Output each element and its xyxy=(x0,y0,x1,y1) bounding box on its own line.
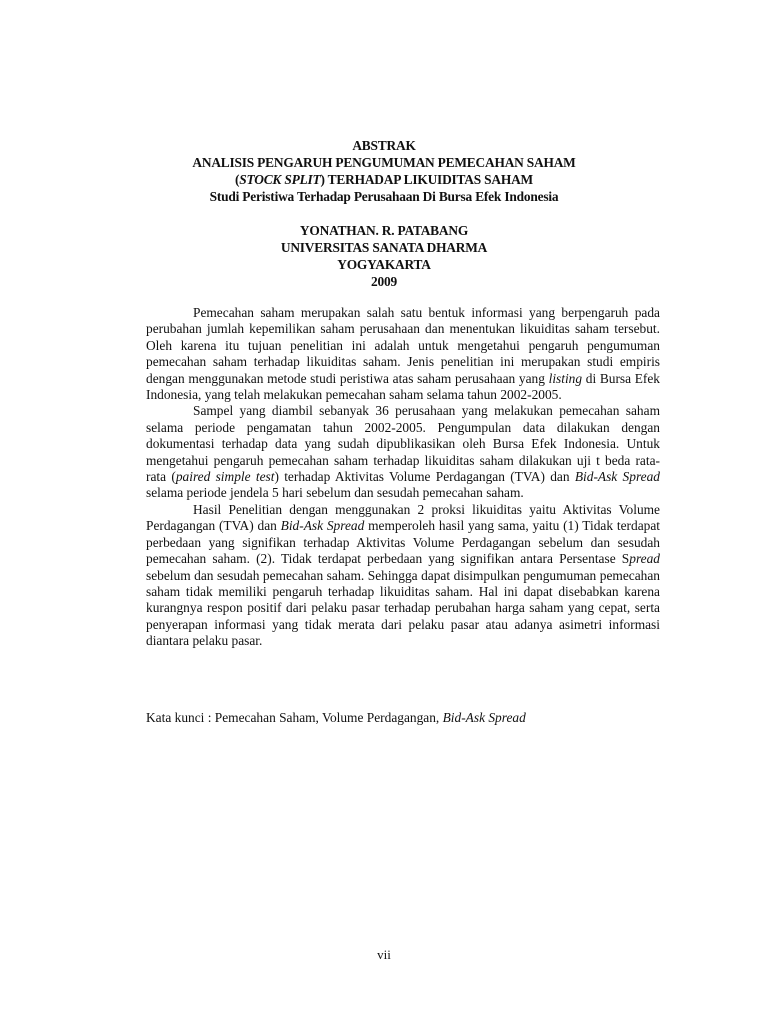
city-name: YOGYAKARTA xyxy=(337,257,431,272)
abstract-body xyxy=(146,305,660,650)
paragraph-1: Pemecahan saham merupakan salah satu bentuk informasi yang berpengaruh pada perubahan jumlah kepemilikan saham perusahaan dan menentukan likuiditas saham tersebut. Oleh karena itu tujuan penelitian ini adalah untuk mengetahui pengaruh pengumuman pemecahan saham terhadap likuiditas saham. Jenis penelitian ini merupakan studi empiris dengan menggunakan metode studi peristiwa atas saham perusahaan yang listing di Bursa Efek Indonesia, yang telah melakukan pemecahan saham selama tahun 2002-2005. xyxy=(146,305,661,403)
publication-year: 2009 xyxy=(371,274,397,289)
university-name: UNIVERSITAS SANATA DHARMA xyxy=(280,240,488,255)
stock-split-term: STOCK SPLIT xyxy=(239,172,321,187)
abstract-header xyxy=(0,137,768,290)
keywords-line: Kata kunci : Pemecahan Saham, Volume Perdagangan, Bid-Ask Spread xyxy=(146,710,526,725)
thesis-title-line-2: (STOCK SPLIT) TERHADAP LIKUIDITAS SAHAM xyxy=(234,172,533,187)
header-spacer xyxy=(0,205,768,222)
author-name: YONATHAN. R. PATABANG xyxy=(299,223,469,238)
page-number: vii xyxy=(377,947,391,962)
paragraph-2: Sampel yang diambil sebanyak 36 perusahaan yang melakukan pemecahan saham selama periode pengamatan tahun 2002-2005. Pengumpulan data dilakukan dengan dokumentasi terhadap data yang sudah dipublikasikan oleh Bursa Efek Indonesia. Untuk mengetahui pengaruh pemecahan saham terhadap likuiditas saham dilakukan uji t beda rata-rata (paired simple test) terhadap Aktivitas Volume Perdagangan (TVA) dan Bid-Ask Spread selama periode jendela 5 hari sebelum dan sesudah pemecahan saham. xyxy=(146,403,660,501)
thesis-title-line-1: ANALISIS PENGARUH PENGUMUMAN PEMECAHAN SAHAM xyxy=(192,155,576,170)
paragraph-3: Hasil Penelitian dengan menggunakan 2 proksi likuiditas yaitu Aktivitas Volume Perdagangan (TVA) dan Bid-Ask Spread memperoleh hasil yang sama, yaitu (1) Tidak terdapat perbedaan yang signifikan terhadap Aktivitas Volume Perdagangan sebelum dan sesudah pemecahan saham. (2). Tidak terdapat perbedaan yang signifikan antara Persentase Spread sebelum dan sesudah pemecahan saham. Sehingga dapat disimpulkan pengumuman pemecahan saham tidak memiliki pengaruh terhadap likuiditas saham. Hal ini dapat disebabkan karena kurangnya respon positif dari pelaku pasar terhadap perubahan harga saham yang cepat, serta penyerapan informasi yang tidak merata dari pelaku pasar atau adanya asimetri informasi diantara pelaku pasar. xyxy=(146,501,660,649)
thesis-subtitle: Studi Peristiwa Terhadap Perusahaan Di Bursa Efek Indonesia xyxy=(209,189,559,204)
abstract-heading: ABSTRAK xyxy=(352,138,416,153)
